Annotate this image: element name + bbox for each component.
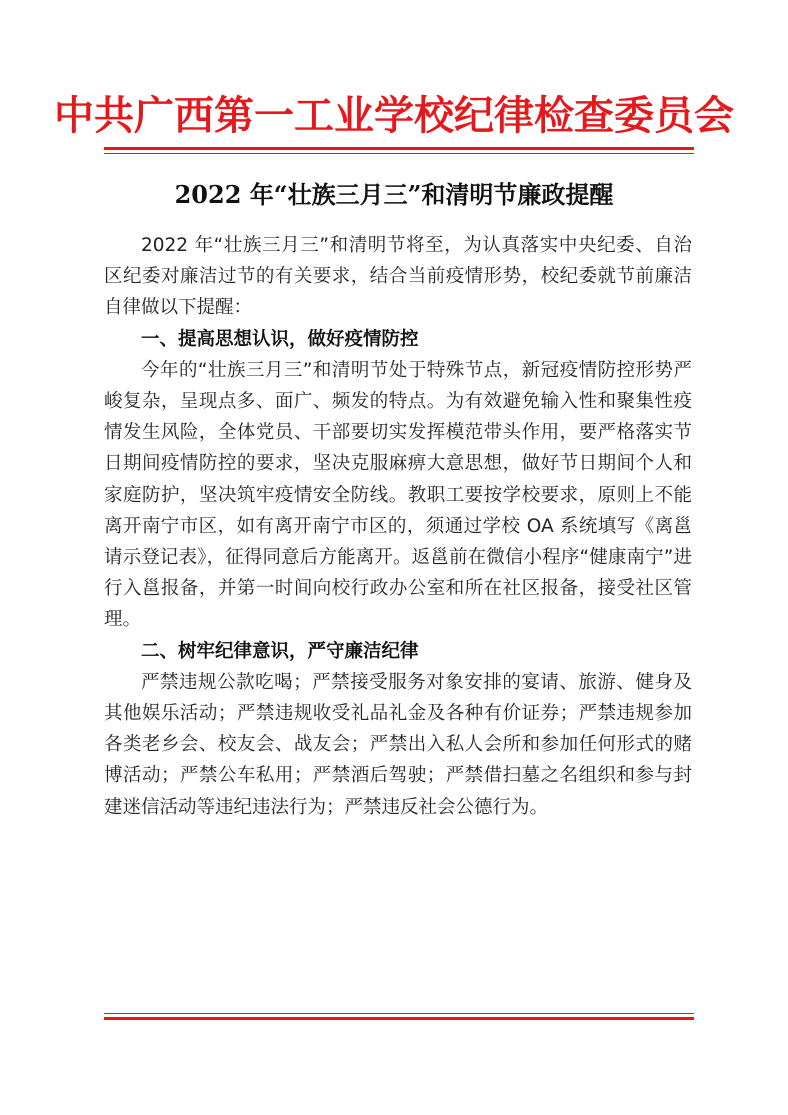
header-divider-thick	[104, 147, 694, 150]
document-title: 2022 年“壮族三月三”和清明节廉政提醒	[174, 180, 614, 209]
footer-divider-thick	[104, 1017, 694, 1020]
footer-divider-thin	[104, 1013, 694, 1014]
section-paragraph: 严禁违规公款吃喝；严禁接受服务对象安排的宴请、旅游、健身及其他娱乐活动；严禁违规收受礼品礼金及各种有价证券；严禁违规参加各类老乡会、校友会、战友会；严禁出入私人会所和参加任何形式的赌博活动；严禁公车私用；严禁酒后驾驶；严禁借扫墓之名组织和参与封建迷信活动等违纪违法行为；严禁违反社会公德行为。	[104, 671, 692, 818]
document-body	[104, 230, 692, 823]
header-divider-thin	[104, 153, 694, 154]
section-heading: 一、提高思想认识，做好疫情防控	[141, 328, 419, 350]
intro-paragraph: 2022 年“壮族三月三”和清明节将至，为认真落实中央纪委、自治区纪委对廉洁过节的有关要求，结合当前疫情形势，校纪委就节前廉洁自律做以下提醒：	[104, 235, 692, 319]
section-paragraph: 今年的“壮族三月三”和清明节处于特殊节点，新冠疫情防控形势严峻复杂，呈现点多、面广、频发的特点。为有效避免输入性和聚集性疫情发生风险，全体党员、干部要切实发挥模范带头作用，要严格落实节日期间疫情防控的要求，坚决克服麻痹大意思想，做好节日期间个人和家庭防护，坚决筑牢疫情安全防线。教职工要按学校要求，原则上不能离开南宁市区，如有离开南宁市区的，须通过学校 OA 系统填写《离邕请示登记表》，征得同意后方能离开。返邕前在微信小程序“健康南宁”进行入邕报备，并第一时间向校行政办公室和所在社区报备，接受社区管理。	[104, 359, 692, 631]
section-heading: 二、树牢纪律意识，严守廉洁纪律	[141, 640, 419, 662]
organization-header: 中共广西第一工业学校纪律检查委员会	[54, 92, 734, 139]
